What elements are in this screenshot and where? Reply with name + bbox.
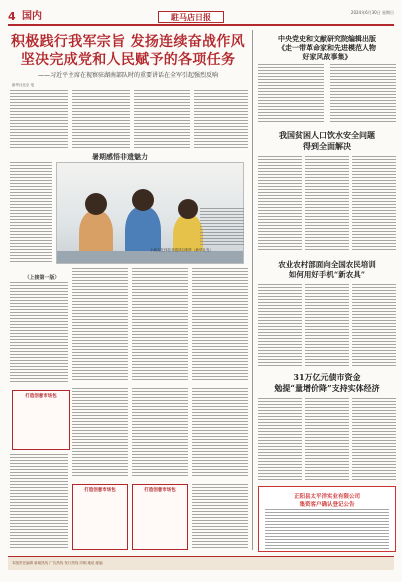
- lead-subtitle: ——习近平主席在视察驻湖南部队时的重要讲话在全军引起强烈反响: [37, 72, 218, 79]
- photo-caption: 小朋友在体验非遗项目制作（新华社发）: [150, 248, 213, 252]
- page-number: 4: [8, 10, 16, 23]
- footer-text: 本版责任编辑 新闻热线 广告热线 发行热线 印刷 地址 邮编: [12, 561, 103, 565]
- photo-caption-block: [200, 208, 244, 246]
- story1-headline-line2: 《走一带革命家和先进模范人物: [278, 43, 376, 52]
- section-name: 国内: [22, 11, 42, 22]
- highlight-box-c-title: 打造创意市场包: [144, 488, 176, 493]
- lead-headline: [8, 33, 248, 69]
- story2-text-col1: [258, 156, 302, 252]
- ad-company-name: 正阳县太平洋实业有限公司: [293, 494, 360, 500]
- story4-text-col2: [305, 398, 349, 482]
- lead-headline-line2: 坚决完成党和人民赋予的各项任务: [20, 52, 236, 68]
- story4-headline-line2: 勉提“量增价降”支持实体经济: [274, 383, 380, 393]
- lead-headline-line1: 积极践行我军宗旨 发扬连续奋战作风: [11, 34, 245, 50]
- story1-headline-line3: 好家风故事集》: [302, 52, 352, 61]
- lower-text-col4: [192, 268, 248, 382]
- story3-headline: [258, 260, 396, 280]
- story2-headline-line1: 我国贫困人口饮水安全问题: [279, 130, 375, 140]
- lower2-text-col2: [72, 388, 128, 478]
- lead-byline: 新华社北京 电: [12, 83, 35, 87]
- story3-headline-line1: 农业农村部面向全国农民培训: [278, 260, 376, 269]
- lead-text-col2: [72, 90, 130, 148]
- story1-text-col1: [258, 64, 324, 124]
- story3-text-col1: [258, 284, 302, 366]
- photo-head-3: [178, 199, 198, 219]
- highlight-box-a-title: 打造创意市场包: [25, 394, 57, 399]
- story2-headline: [258, 130, 396, 152]
- lower-text-col1: [10, 282, 68, 382]
- public-notice-ad: [258, 486, 396, 552]
- page-footer: [8, 556, 394, 570]
- continued-label: （上接第一版）: [24, 275, 60, 281]
- story2-headline-line2: 得到全面解决: [303, 141, 351, 151]
- photo-head-2: [132, 189, 154, 211]
- lower2-text-col1: [10, 454, 68, 550]
- lead-text-col1: [10, 90, 68, 148]
- lower-text-col2: [72, 268, 128, 382]
- story3-text-col2: [305, 284, 349, 366]
- column-divider: [252, 30, 253, 550]
- photo-table: [57, 251, 244, 264]
- story3-text-col3: [352, 284, 396, 366]
- masthead-logo: 駐马店日报: [158, 11, 224, 23]
- story1-headline-line1: 中央党史和文献研究院编辑出版: [278, 34, 376, 43]
- story2-text-col2: [305, 156, 349, 252]
- lead-text-col3: [134, 90, 190, 148]
- highlight-box-b-title: 打造创意市场包: [84, 488, 116, 493]
- highlight-box-b: [72, 484, 128, 550]
- story4-text-col3: [352, 398, 396, 482]
- photo-title: 暑期感悟非遗魅力: [92, 153, 148, 161]
- date-line: 2024年6月30日 星期日: [350, 10, 394, 15]
- story1-headline: [258, 34, 396, 61]
- story4-text-col1: [258, 398, 302, 482]
- photo-side-text: [10, 162, 52, 262]
- lower3-text-col4: [192, 484, 248, 550]
- highlight-box-a: [12, 390, 70, 450]
- story4-headline-line1: 31万亿元债市资金: [293, 372, 361, 382]
- story4-headline: [258, 372, 396, 394]
- ad-notice-title: 集资客户确认登记公告: [299, 502, 355, 508]
- ad-body-text: [265, 509, 389, 549]
- story2-text-col3: [352, 156, 396, 252]
- lower-text-col3: [132, 268, 188, 382]
- page-header: [8, 10, 394, 26]
- story3-headline-line2: 如何用好手机“新农具”: [288, 270, 366, 279]
- highlight-box-c: [132, 484, 188, 550]
- lower2-text-col3: [132, 388, 188, 478]
- photo-head-1: [85, 193, 107, 215]
- lower2-text-col4: [192, 388, 248, 478]
- lead-text-col4: [194, 90, 248, 148]
- story1-text-col2: [330, 64, 396, 124]
